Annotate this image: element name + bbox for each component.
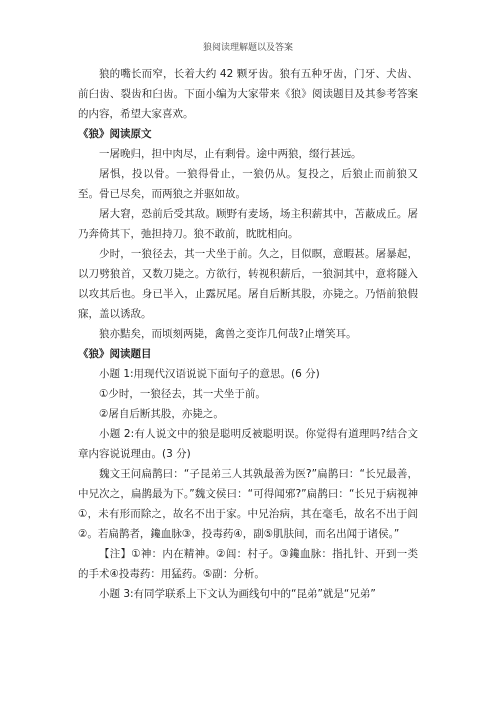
- question-paragraph: 小题 3:有同学联系上下文认为画线句中的“昆弟”就是“兄弟”: [99, 588, 376, 600]
- question-paragraph: ①少时，一狼径去，其一犬坐于前。: [99, 388, 266, 400]
- document-title: 狼阅读理解题以及答案: [202, 43, 293, 53]
- intro-paragraph: 狼的嘴长而窄，长着大约 42 颗牙齿。狼有五种牙齿，门牙、犬齿、前臼齿、裂齿和臼齿。下面小编为大家带来《狼》阅读题目及其参考答案的内容，希望大家喜欢。: [78, 68, 418, 120]
- question-paragraph: 小题 1:用现代汉语说说下面句子的意思。(6 分): [99, 368, 320, 380]
- text-paragraph: 狼亦黠矣，而顷刻两毙，禽兽之变诈几何哉?止增笑耳。: [99, 328, 357, 340]
- section-heading-original-text: 《狼》阅读原文: [78, 128, 152, 140]
- question-paragraph: 小题 2:有人说文中的狼是聪明反被聪明误。你觉得有道理吗?结合文章内容说说理由。(3 分): [78, 428, 418, 460]
- document-body: [78, 64, 418, 604]
- text-paragraph: 屠惧，投以骨。一狼得骨止，一狼仍从。复投之，后狼止而前狼又至。骨已尽矣，而两狼之并驱如故。: [78, 168, 418, 200]
- section-heading-questions: 《狼》阅读题目: [78, 348, 152, 360]
- text-paragraph: 一屠晚归，担中肉尽，止有剩骨。途中两狼，缀行甚远。: [99, 148, 362, 160]
- annotation-paragraph: 【注】①神：内在精神。②闾：村子。③鑱血脉：指扎针、开到一类的手术④投毒药：用猛药。⑤副：分析。: [78, 548, 418, 580]
- question-paragraph: ②屠自后断其股，亦毙之。: [99, 408, 224, 420]
- question-paragraph: 魏文王问扁鹊曰：“子昆弟三人其孰最善为医?”扁鹊曰：“长兄最善，中兄次之，扁鹊最为下。”魏文侯曰：“可得闻邪?”扁鹊曰：“长兄于病视神①，未有形而除之，故名不出于家。中兄治病，其在毫毛，故名不出于闾②。若扁鹊者，鑱血脉③，投毒药④，副⑤肌肤间，而名出闻于诸侯。”: [78, 468, 418, 540]
- text-paragraph: 少时，一狼径去，其一犬坐于前。久之，目似瞑，意暇甚。屠暴起，以刀劈狼首，又数刀毙之。方欲行，转视积薪后，一狼洞其中，意将隧入以攻其后也。身已半入，止露尻尾。屠自后断其股，亦毙之。乃悟前狼假寐，盖以诱敌。: [78, 248, 418, 320]
- text-paragraph: 屠大窘，恐前后受其敌。顾野有麦场，场主积薪其中，苫蔽成丘。屠乃奔倚其下，弛担持刀。狼不敢前，眈眈相向。: [78, 208, 418, 240]
